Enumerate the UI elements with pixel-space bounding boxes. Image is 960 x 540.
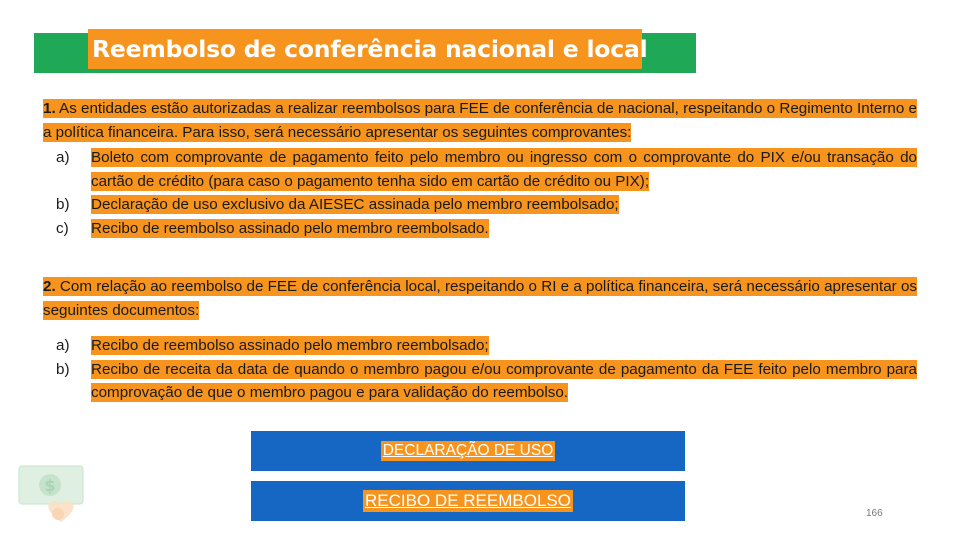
section-1-list <box>43 146 917 240</box>
list-item-text: Recibo de reembolso assinado pelo membro reembolsado. <box>91 219 489 237</box>
section-1-number: 1. <box>43 100 56 117</box>
recibo-link[interactable]: RECIBO DE REEMBOLSO <box>365 491 571 510</box>
declaracao-link[interactable]: DECLARAÇÃO DE USO <box>382 442 554 459</box>
section-2-number: 2. <box>43 278 56 295</box>
list-item-text: Boleto com comprovante de pagamento feito pelo membro ou ingresso com o comprovante do PIX e/ou transação do cartão de crédito (para caso o pagamento tenha sido em cartão de crédito ou PIX); <box>91 149 917 190</box>
section-2-list <box>43 334 917 405</box>
section-2-paragraph <box>43 275 917 323</box>
list-item <box>43 217 917 241</box>
list-marker: b) <box>56 196 70 213</box>
recibo-de-reembolso-button[interactable] <box>251 481 685 521</box>
list-item <box>43 193 917 217</box>
section-1-paragraph <box>43 97 917 145</box>
list-item <box>43 334 917 358</box>
list-item <box>43 358 917 405</box>
money-icon <box>17 464 85 526</box>
list-marker: a) <box>56 337 70 354</box>
page-title: Reembolso de conferência nacional e local <box>88 29 642 69</box>
list-item-text: Recibo de reembolso assinado pelo membro reembolsado; <box>91 337 489 354</box>
section-2-text: Com relação ao reembolso de FEE de conferência local, respeitando o RI e a política financeira, será necessário apresentar os seguintes documentos: <box>43 278 917 319</box>
page-number: 166 <box>866 508 883 519</box>
svg-text:$: $ <box>44 476 56 495</box>
list-item <box>43 146 917 193</box>
list-marker: c) <box>56 219 69 237</box>
declaracao-de-uso-button[interactable] <box>251 431 685 471</box>
list-marker: a) <box>56 149 70 166</box>
list-item-text: Declaração de uso exclusivo da AIESEC assinada pelo membro reembolsado; <box>91 196 619 213</box>
section-1-text: As entidades estão autorizadas a realizar reembolsos para FEE de conferência de nacional, respeitando o Regimento Interno e a política financeira. Para isso, será necessário apresentar os seguintes comprovantes: <box>43 100 917 141</box>
list-item-text: Recibo de receita da data de quando o membro pagou e/ou comprovante de pagamento da FEE feito pelo membro para comprovação de que o membro pagou e para validação do reembolso. <box>91 360 917 401</box>
list-marker: b) <box>56 360 70 378</box>
